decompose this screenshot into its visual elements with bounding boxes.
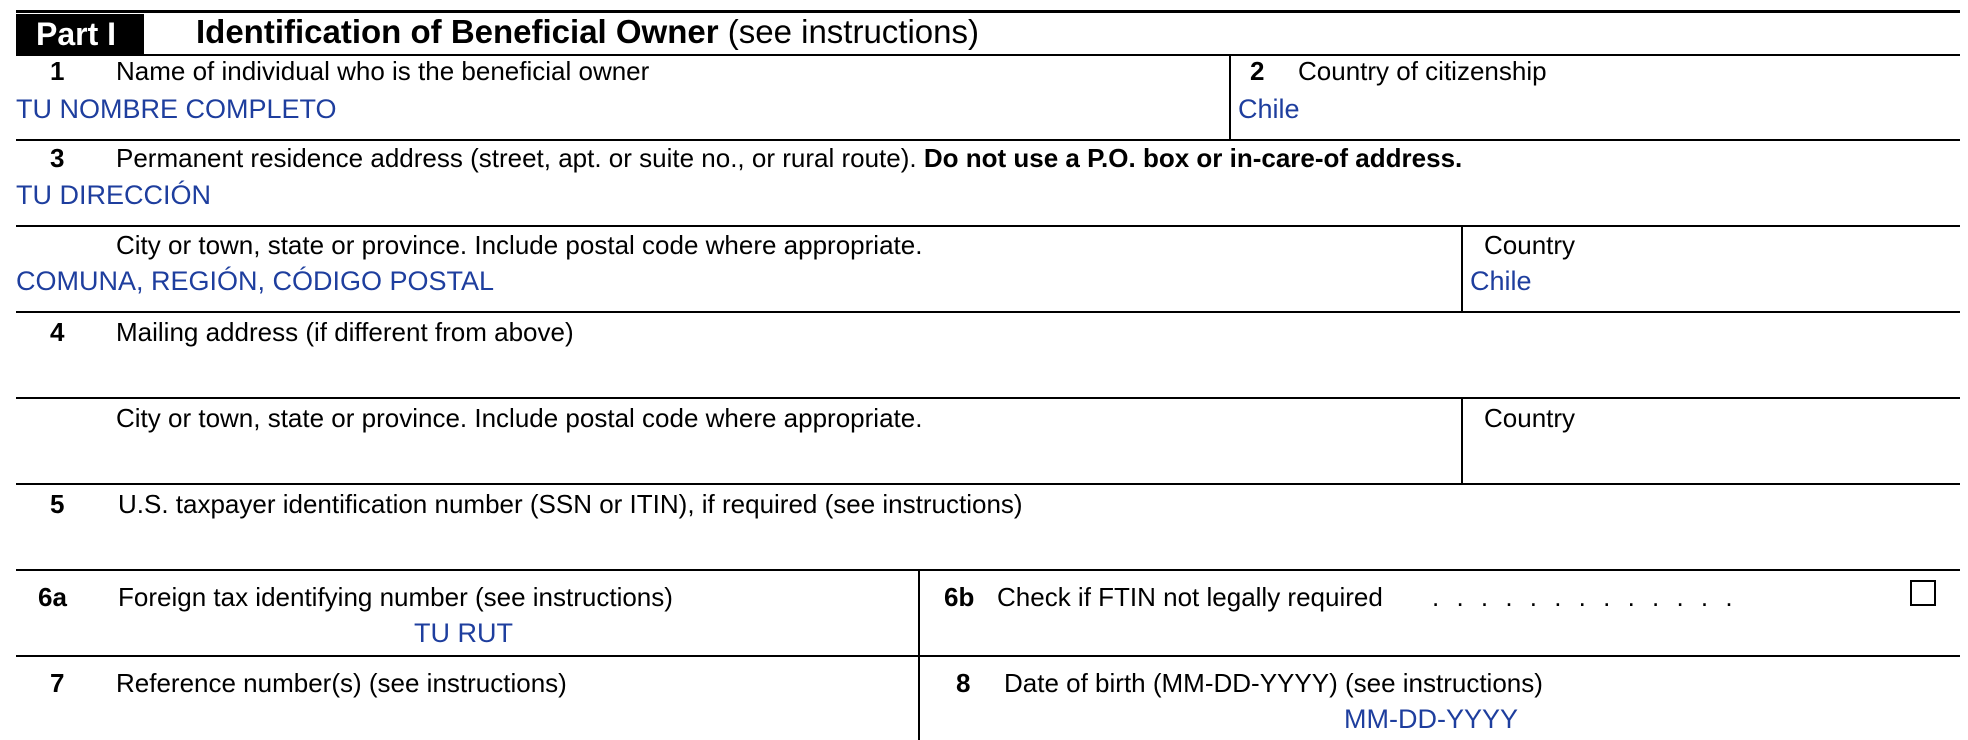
row1-divider xyxy=(1229,55,1231,139)
row4city-rule xyxy=(16,483,1960,485)
row4city-divider xyxy=(1461,398,1463,484)
line4-label: Mailing address (if different from above) xyxy=(116,317,574,347)
line3-country-label: Country xyxy=(1484,230,1576,260)
city-state-postal-field[interactable]: COMUNA, REGIÓN, CÓDIGO POSTAL xyxy=(16,266,495,296)
line6a-label: Foreign tax identifying number (see instructions) xyxy=(118,582,673,612)
line2-number: 2 xyxy=(1250,56,1265,86)
row3-rule xyxy=(16,225,1960,227)
line4-number: 4 xyxy=(50,317,65,347)
part-title-main: Identification of Beneficial Owner xyxy=(196,13,719,50)
line4-country-label: Country xyxy=(1484,403,1576,433)
line3-number: 3 xyxy=(50,143,65,173)
line6b-number: 6b xyxy=(944,582,975,612)
beneficial-owner-name-field[interactable]: TU NOMBRE COMPLETO xyxy=(16,94,337,124)
row5-rule xyxy=(16,569,1960,571)
line5-label: U.S. taxpayer identification number (SSN or ITIN), if required (see instructions) xyxy=(118,489,1023,519)
line6b-label: Check if FTIN not legally required xyxy=(997,582,1383,612)
line5-number: 5 xyxy=(50,489,65,519)
part-tag: Part I xyxy=(16,14,144,54)
line2-label: Country of citizenship xyxy=(1298,56,1547,86)
row6-rule xyxy=(16,655,1960,657)
row1-rule xyxy=(16,139,1960,141)
line7-number: 7 xyxy=(50,668,65,698)
line6b-leader-dots: . . . . . . . . . . . . . xyxy=(1432,582,1738,612)
row3city-rule xyxy=(16,311,1960,313)
country-of-citizenship-field[interactable]: Chile xyxy=(1238,94,1300,124)
line1-label: Name of individual who is the beneficial owner xyxy=(116,56,650,86)
ftin-not-required-checkbox[interactable] xyxy=(1910,580,1936,606)
line1-number: 1 xyxy=(50,56,65,86)
residence-country-field[interactable]: Chile xyxy=(1470,266,1532,296)
part-title xyxy=(196,12,979,52)
line3-label-text: Permanent residence address (street, apt. or suite no., or rural route). xyxy=(116,143,924,173)
line8-number: 8 xyxy=(956,668,971,698)
row4-rule xyxy=(16,397,1960,399)
line8-label: Date of birth (MM-DD-YYYY) (see instructions) xyxy=(1004,668,1543,698)
line6a-number: 6a xyxy=(38,582,67,612)
foreign-tin-field[interactable]: TU RUT xyxy=(414,618,513,648)
permanent-address-field[interactable]: TU DIRECCIÓN xyxy=(16,180,211,210)
part-title-suffix: (see instructions) xyxy=(718,13,980,50)
line3-label xyxy=(116,143,1462,173)
line7-label: Reference number(s) (see instructions) xyxy=(116,668,567,698)
row3city-divider xyxy=(1461,226,1463,312)
date-of-birth-field[interactable]: MM-DD-YYYY xyxy=(1344,704,1518,734)
line3-city-label: City or town, state or province. Include postal code where appropriate. xyxy=(116,230,923,260)
line3-label-bold: Do not use a P.O. box or in-care-of address. xyxy=(923,143,1463,173)
line4-city-label: City or town, state or province. Include postal code where appropriate. xyxy=(116,403,923,433)
